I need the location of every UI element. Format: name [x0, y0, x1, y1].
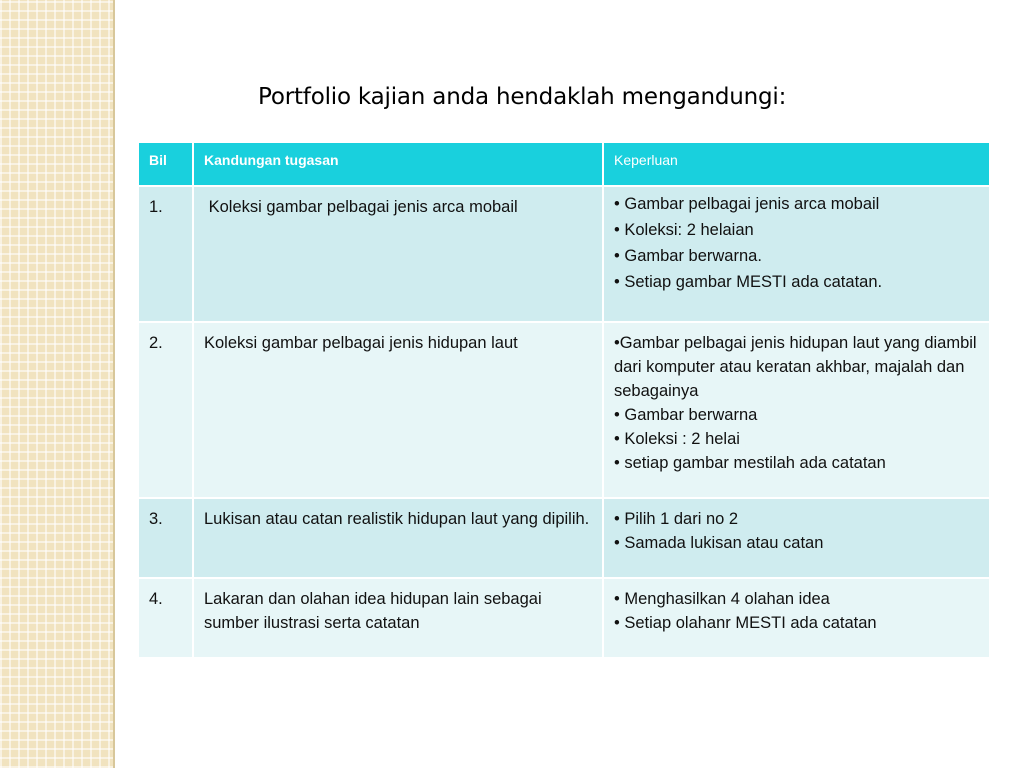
row-number: 1.: [138, 186, 193, 322]
table-row: [138, 498, 990, 578]
task-content: Koleksi gambar pelbagai jenis hidupan laut: [193, 322, 603, 498]
list-item: • Setiap gambar MESTI ada catatan.: [614, 273, 883, 291]
portfolio-requirements-table: [137, 141, 991, 659]
requirements-list: [614, 507, 979, 555]
requirements-list: [614, 191, 979, 295]
requirements-list: [614, 587, 979, 635]
header-kandungan-tugasan: Kandungan tugasan: [193, 142, 603, 186]
requirements-cell: [603, 578, 990, 658]
table-header-row: [138, 142, 990, 186]
list-item: • Setiap olahanr MESTI ada catatan: [614, 614, 877, 632]
requirements-list: [614, 331, 979, 475]
table-row: [138, 578, 990, 658]
row-number: 2.: [138, 322, 193, 498]
row-number: 3.: [138, 498, 193, 578]
decorative-side-strip: [0, 0, 113, 768]
task-content: Lukisan atau catan realistik hidupan laut yang dipilih.: [193, 498, 603, 578]
list-item: • Gambar berwarna: [614, 406, 758, 424]
requirements-cell: [603, 498, 990, 578]
requirements-cell: [603, 186, 990, 322]
header-keperluan: Keperluan: [603, 142, 990, 186]
list-item: • Menghasilkan 4 olahan idea: [614, 590, 830, 608]
header-bil: Bil: [138, 142, 193, 186]
list-item: • setiap gambar mestilah ada catatan: [614, 454, 886, 472]
requirements-cell: [603, 322, 990, 498]
task-content: Lakaran dan olahan idea hidupan lain sebagai sumber ilustrasi serta catatan: [193, 578, 603, 658]
table-row: [138, 322, 990, 498]
slide-title: Portfolio kajian anda hendaklah mengandungi:: [258, 84, 787, 110]
list-item: •Gambar pelbagai jenis hidupan laut yang diambil dari komputer atau keratan akhbar, majalah dan sebagainya: [614, 334, 977, 400]
list-item: • Samada lukisan atau catan: [614, 534, 824, 552]
list-item: • Gambar pelbagai jenis arca mobail: [614, 195, 880, 213]
list-item: • Koleksi: 2 helaian: [614, 221, 754, 239]
list-item: • Gambar berwarna.: [614, 247, 762, 265]
row-number: 4.: [138, 578, 193, 658]
list-item: • Pilih 1 dari no 2: [614, 510, 739, 528]
list-item: • Koleksi : 2 helai: [614, 430, 740, 448]
task-content: Koleksi gambar pelbagai jenis arca mobail: [193, 186, 603, 322]
table-row: [138, 186, 990, 322]
